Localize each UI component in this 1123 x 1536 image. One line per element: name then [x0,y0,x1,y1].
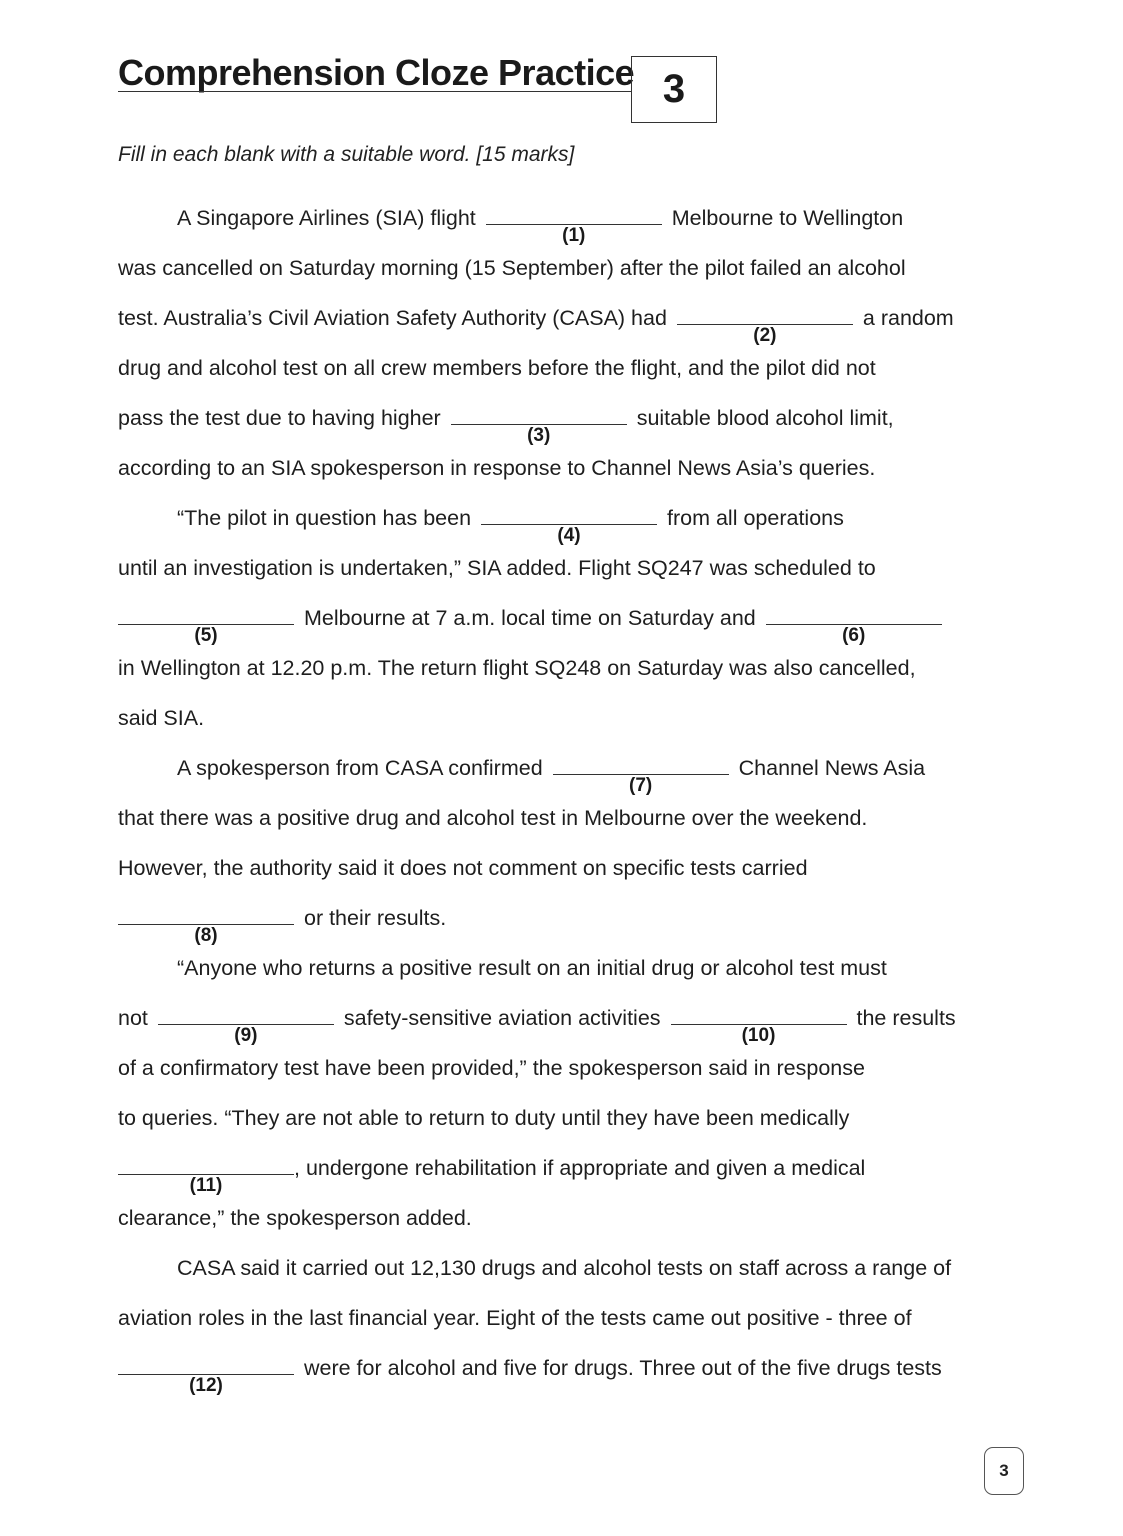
passage-line-6: according to an SIA spokesperson in response to Channel News Asia’s queries. [118,456,876,480]
passage-line-15: (8) or their results. [118,903,446,933]
passage-line-1: A Singapore Airlines (SIA) flight (1) Melbourne to Wellington [177,206,904,246]
passage-line-8: until an investigation is undertaken,” SIA added. Flight SQ247 was scheduled to [118,556,876,580]
passage-line-9: (5) Melbourne at 7 a.m. local time on Saturday and (6) [118,603,946,633]
passage-line-3: test. Australia’s Civil Aviation Safety Authority (CASA) had (2) a random [118,306,954,346]
blank-1[interactable]: (1) [486,204,662,225]
instructions: Fill in each blank with a suitable word. [15 marks] [118,143,575,166]
passage-line-20: (11) , undergone rehabilitation if appropriate and given a medical [118,1153,865,1183]
passage-line-18: of a confirmatory test have been provided,” the spokesperson said in response [118,1056,865,1080]
passage-line-12: A spokesperson from CASA confirmed (7) Channel News Asia [177,756,926,796]
passage-line-2: was cancelled on Saturday morning (15 September) after the pilot failed an alcohol [118,256,906,280]
blank-7[interactable]: (7) [553,754,729,775]
passage-line-4: drug and alcohol test on all crew members before the flight, and the pilot did not [118,356,876,380]
title-underline [118,91,632,92]
blank-3[interactable]: (3) [451,404,627,425]
blank-6[interactable]: (6) [766,604,942,625]
passage-line-16: “Anyone who returns a positive result on an initial drug or alcohol test must [177,956,887,980]
passage-line-22: CASA said it carried out 12,130 drugs and alcohol tests on staff across a range of [177,1256,952,1280]
passage-line-11: said SIA. [118,706,205,730]
passage-line-5: pass the test due to having higher (3) suitable blood alcohol limit, [118,406,894,446]
passage-line-21: clearance,” the spokesperson added. [118,1206,472,1230]
page-number-badge: 3 [984,1447,1024,1495]
blank-5[interactable]: (5) [118,604,294,625]
blank-12[interactable]: (12) [118,1354,294,1375]
blank-10[interactable]: (10) [671,1004,847,1025]
passage-line-23: aviation roles in the last financial year. Eight of the tests came out positive - three of [118,1306,912,1330]
blank-4[interactable]: (4) [481,504,657,525]
passage-line-10: in Wellington at 12.20 p.m. The return flight SQ248 on Saturday was also cancelled, [118,656,916,680]
passage-line-13: that there was a positive drug and alcohol test in Melbourne over the weekend. [118,806,868,830]
passage-line-24: (12) were for alcohol and five for drugs. Three out of the five drugs tests [118,1353,942,1383]
blank-9[interactable]: (9) [158,1004,334,1025]
passage-line-7: “The pilot in question has been (4) from all operations [177,506,844,546]
blank-2[interactable]: (2) [677,304,853,325]
exercise-number-box: 3 [631,56,717,123]
blank-8[interactable]: (8) [118,904,294,925]
page-title: Comprehension Cloze Practice [118,52,635,93]
passage-line-19: to queries. “They are not able to return to duty until they have been medically [118,1106,850,1130]
passage-line-14: However, the authority said it does not comment on specific tests carried [118,856,808,880]
blank-11[interactable]: (11) [118,1154,294,1175]
passage-line-17: not (9) safety-sensitive aviation activities (10) the results [118,1006,956,1046]
